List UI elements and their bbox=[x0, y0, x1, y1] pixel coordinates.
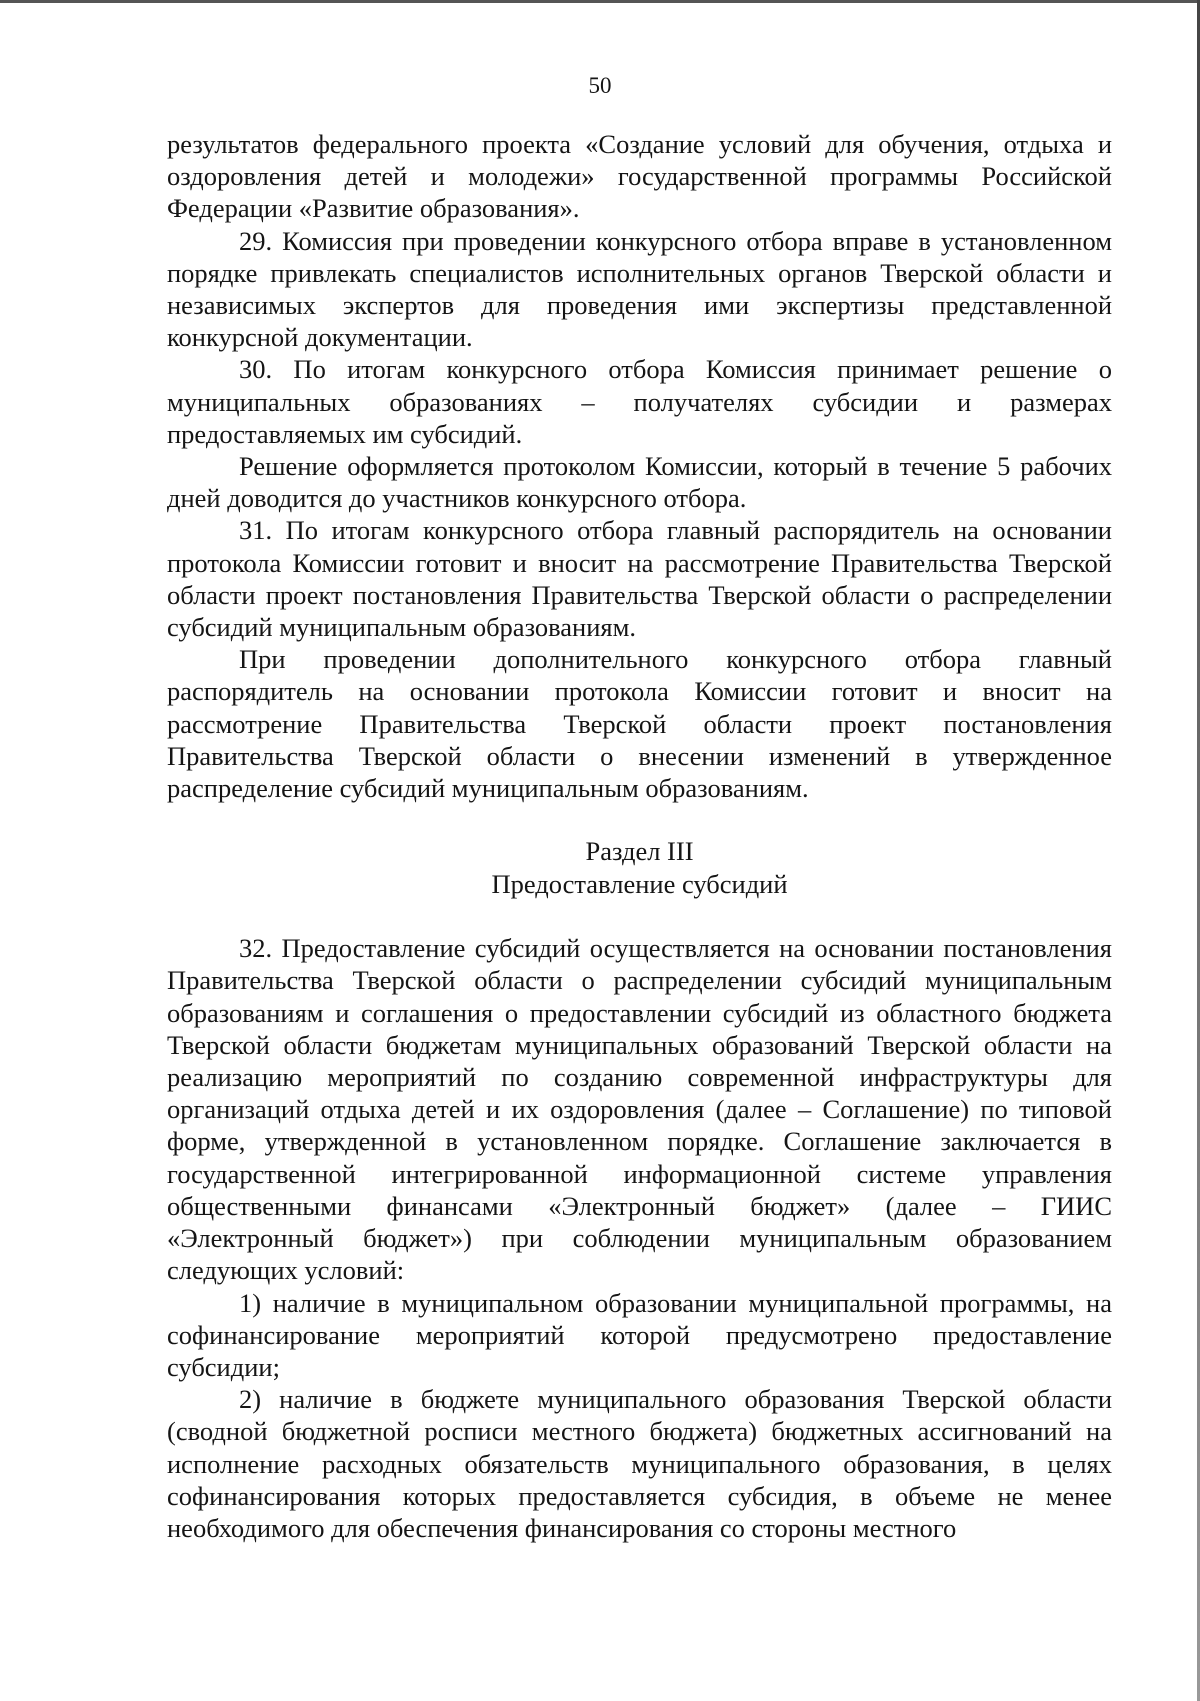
scan-edge-top bbox=[0, 0, 1200, 3]
page-number: 50 bbox=[588, 73, 612, 98]
section-heading bbox=[167, 835, 1112, 900]
condition-item-1: 1) наличие в муниципальном образовании муниципальной программы, на софинансирование мероприятий которой предусмотрено предоставление субсидии; bbox=[167, 1287, 1112, 1382]
paragraph-31: 31. По итогам конкурсного отбора главный распорядитель на основании протокола Комиссии готовит и вносит на рассмотрение Правительства Тверской области проект постановления Правительства Тверской области о распределении субсидий муниципальным образованиям. bbox=[167, 515, 1112, 643]
section-title: Предоставление субсидий bbox=[491, 868, 788, 899]
condition-item-2: 2) наличие в бюджете муниципального образования Тверской области (сводной бюджетной росписи местного бюджета) бюджетных ассигнований на исполнение расходных обязательств муниципального образования, в целях софинансирования которых предоставляется субсидия, в объеме не менее необходимого для обеспечения финансирования со стороны местного bbox=[167, 1384, 1112, 1543]
paragraph-30: 30. По итогам конкурсного отбора Комиссия принимает решение о муниципальных образованиях – получателях субсидии и размерах предоставляемых им субсидий. bbox=[167, 354, 1112, 449]
paragraph-additional-selection: При проведении дополнительного конкурсного отбора главный распорядитель на основании протокола Комиссии готовит и вносит на рассмотрение Правительства Тверской области проект постановления Правительства Тверской области о внесении изменений в утвержденное распределение субсидий муниципальным образованиям. bbox=[167, 644, 1112, 804]
section-label: Раздел III bbox=[585, 836, 694, 867]
document-body bbox=[167, 128, 1112, 1544]
paragraph-continuation: результатов федерального проекта «Создание условий для обучения, отдыха и оздоровления детей и молодежи» государственной программы Российской Федерации «Развитие образования». bbox=[167, 129, 1112, 224]
paragraph-decision: Решение оформляется протоколом Комиссии, который в течение 5 рабочих дней доводится до участников конкурсного отбора. bbox=[167, 451, 1112, 514]
paragraph-32: 32. Предоставление субсидий осуществляется на основании постановления Правительства Тверской области о распределении субсидий муниципальным образованиям и соглашения о предоставлении субсидий из областного бюджета Тверской области бюджетам муниципальных образований Тверской области на реализацию мероприятий по созданию современной инфраструктуры для организаций отдыха детей и их оздоровления (далее – Соглашение) по типовой форме, утвержденной в установленном порядке. Соглашение заключается в государственной интегрированной информационной системе управления общественными финансами «Электронный бюджет» (далее – ГИИС «Электронный бюджет») при соблюдении муниципальным образованием следующих условий: bbox=[167, 933, 1112, 1286]
paragraph-29: 29. Комиссия при проведении конкурсного отбора вправе в установленном порядке привлекать специалистов исполнительных органов Тверской области и независимых экспертов для проведения ими экспертизы представленной конкурсной документации. bbox=[167, 225, 1112, 353]
